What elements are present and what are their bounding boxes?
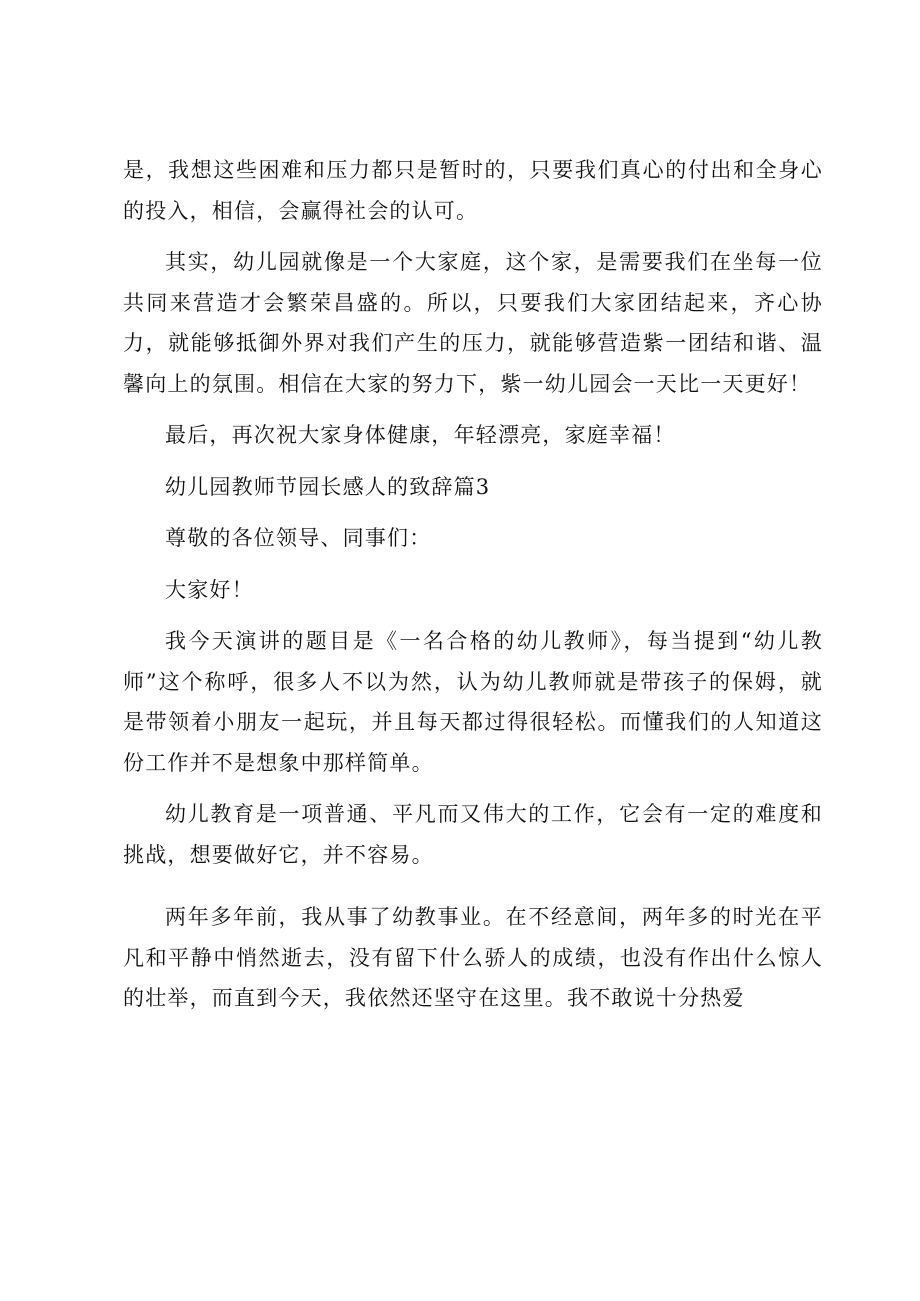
paragraph-education-work: 幼儿教育是一项普通、平凡而又伟大的工作，它会有一定的难度和挑战，想要做好它，并不容易。 [123,802,823,867]
salutation: 尊敬的各位领导、同事们： [165,526,432,550]
section-title: 幼儿园教师节园长感人的致辞篇3 [165,474,491,499]
paragraph-closing-wishes: 最后，再次祝大家身体健康，年轻漂亮，家庭幸福！ [165,423,676,447]
paragraph-continuation: 是，我想这些困难和压力都只是暂时的，只要我们真心的付出和全身心的投入，相信，会赢得社会的认可。 [123,158,823,223]
greeting: 大家好！ [165,577,254,602]
document-body [123,150,823,1030]
paragraph-two-years: 两年多年前，我从事了幼教事业。在不经意间，两年多的时光在平凡和平静中悄然逝去，没有留下什么骄人的成绩，也没有作出什么惊人的壮举，而直到今天，我依然还坚守在这里。我不敢说十分热爱 [123,905,823,1010]
paragraph-speech-topic: 我今天演讲的题目是《一名合格的幼儿教师》，每当提到“幼儿教师”这个称呼，很多人不以为然，认为幼儿教师就是带孩子的保姆，就是带领着小朋友一起玩，并且每天都过得很轻松。而懂我们的人知道这份工作并不是想象中那样简单。 [123,629,823,775]
paragraph-family-metaphor: 其实，幼儿园就像是一个大家庭，这个家，是需要我们在坐每一位共同来营造才会繁荣昌盛的。所以，只要我们大家团结起来，齐心协力，就能够抵御外界对我们产生的压力，就能够营造紫一团结和谐、温馨向上的氛围。相信在大家的努力下，紫一幼儿园会一天比一天更好！ [123,250,823,396]
